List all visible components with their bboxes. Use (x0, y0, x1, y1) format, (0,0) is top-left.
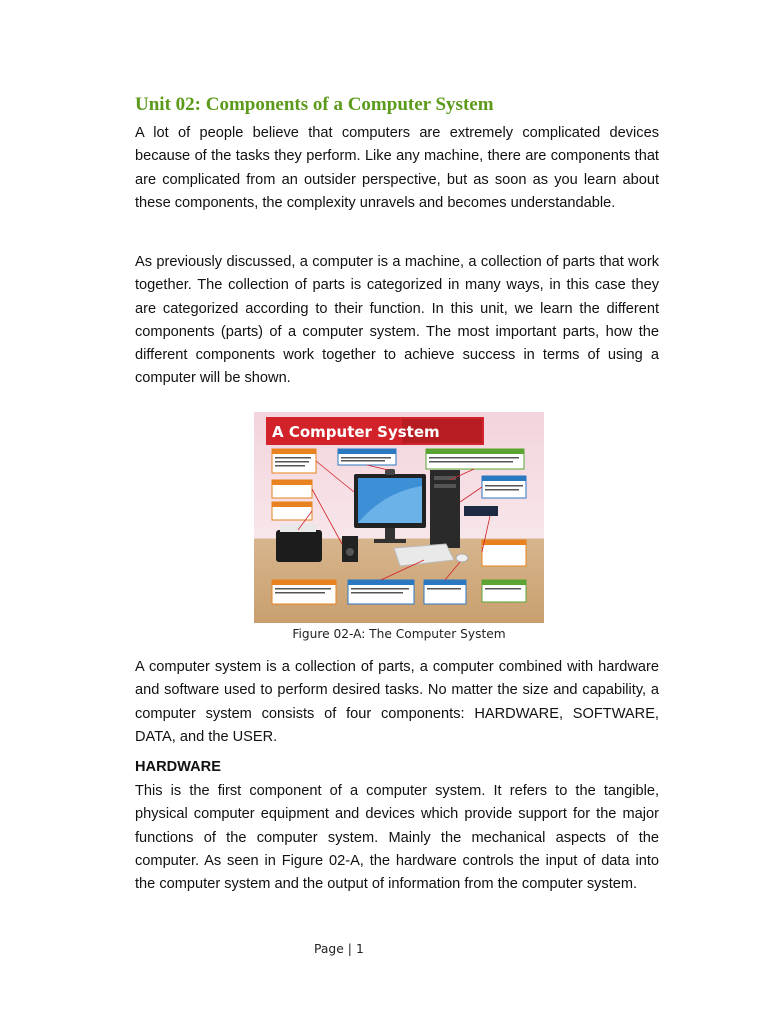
monitor-stand (385, 528, 395, 540)
mouse-illustration (456, 554, 468, 562)
page-number: 1 (355, 942, 364, 956)
figure-caption: Figure 02-A: The Computer System (292, 627, 506, 641)
monitor-box-header (272, 449, 316, 454)
webcam-box-header (338, 449, 396, 454)
page-footer (314, 942, 364, 956)
optical-drive-box-header (426, 449, 524, 454)
hardware-paragraph: This is the first component of a computer system. It refers to the tangible, physical computer equipment and devices which provide support for the major functions of the computer system. Mainly the mechanical aspects of the computer. As seen in Figure 02-A, the hardware controls the input of data into the computer system and the output of information from the computer system. (135, 783, 659, 893)
page-title: Unit 02: Components of a Computer System (135, 94, 494, 115)
tower-illustration (430, 470, 460, 548)
computer-system-figure (254, 412, 544, 623)
scanner-illustration (464, 506, 498, 516)
hardware-heading: HARDWARE (135, 759, 221, 775)
printer-illustration (276, 530, 322, 562)
monitor-base (374, 539, 406, 543)
speakers-box-header (272, 480, 312, 485)
headset-box-header (272, 580, 336, 585)
page-separator: | (347, 942, 352, 956)
scanner-box-header (482, 540, 526, 545)
mouse-box-header (424, 580, 466, 585)
printer-paper (280, 524, 316, 532)
keyboard-illustration (394, 544, 454, 566)
keyboard-box-header (348, 580, 414, 585)
computer-system-paragraph: A computer system is a collection of parts, a computer combined with hardware and software used to perform desired tasks. No matter the size and capability, a computer system consists of four components: HARDWARE, SOFTWARE, DATA, and the USER. (135, 659, 659, 745)
intro-paragraph: A lot of people believe that computers are extremely complicated devices because of the tasks they perform. Like any machine, there are components that are complicated from an outsider perspective, but as soon as you learn about these components, the complexity unravels and becomes understandable. (135, 125, 659, 211)
base-unit-box-header (482, 476, 526, 481)
page-label: Page (314, 942, 344, 956)
computer-system-illustration (254, 412, 544, 623)
printer-box-header (272, 502, 312, 507)
poster-title: A Computer System (272, 423, 440, 441)
tower-drive-bay-2 (434, 484, 456, 488)
overview-paragraph: As previously discussed, a computer is a machine, a collection of parts that work together. The collection of parts is categorized in many ways, in this case they are categorized according to their function. In this unit, we learn the different components (parts) of a computer system. The most important parts, how the different components work together to achieve success in terms of using a computer will be shown. (135, 254, 659, 387)
usb-drive-box-header (482, 580, 526, 585)
speaker-cone (346, 548, 354, 556)
tower-drive-bay (434, 476, 456, 480)
